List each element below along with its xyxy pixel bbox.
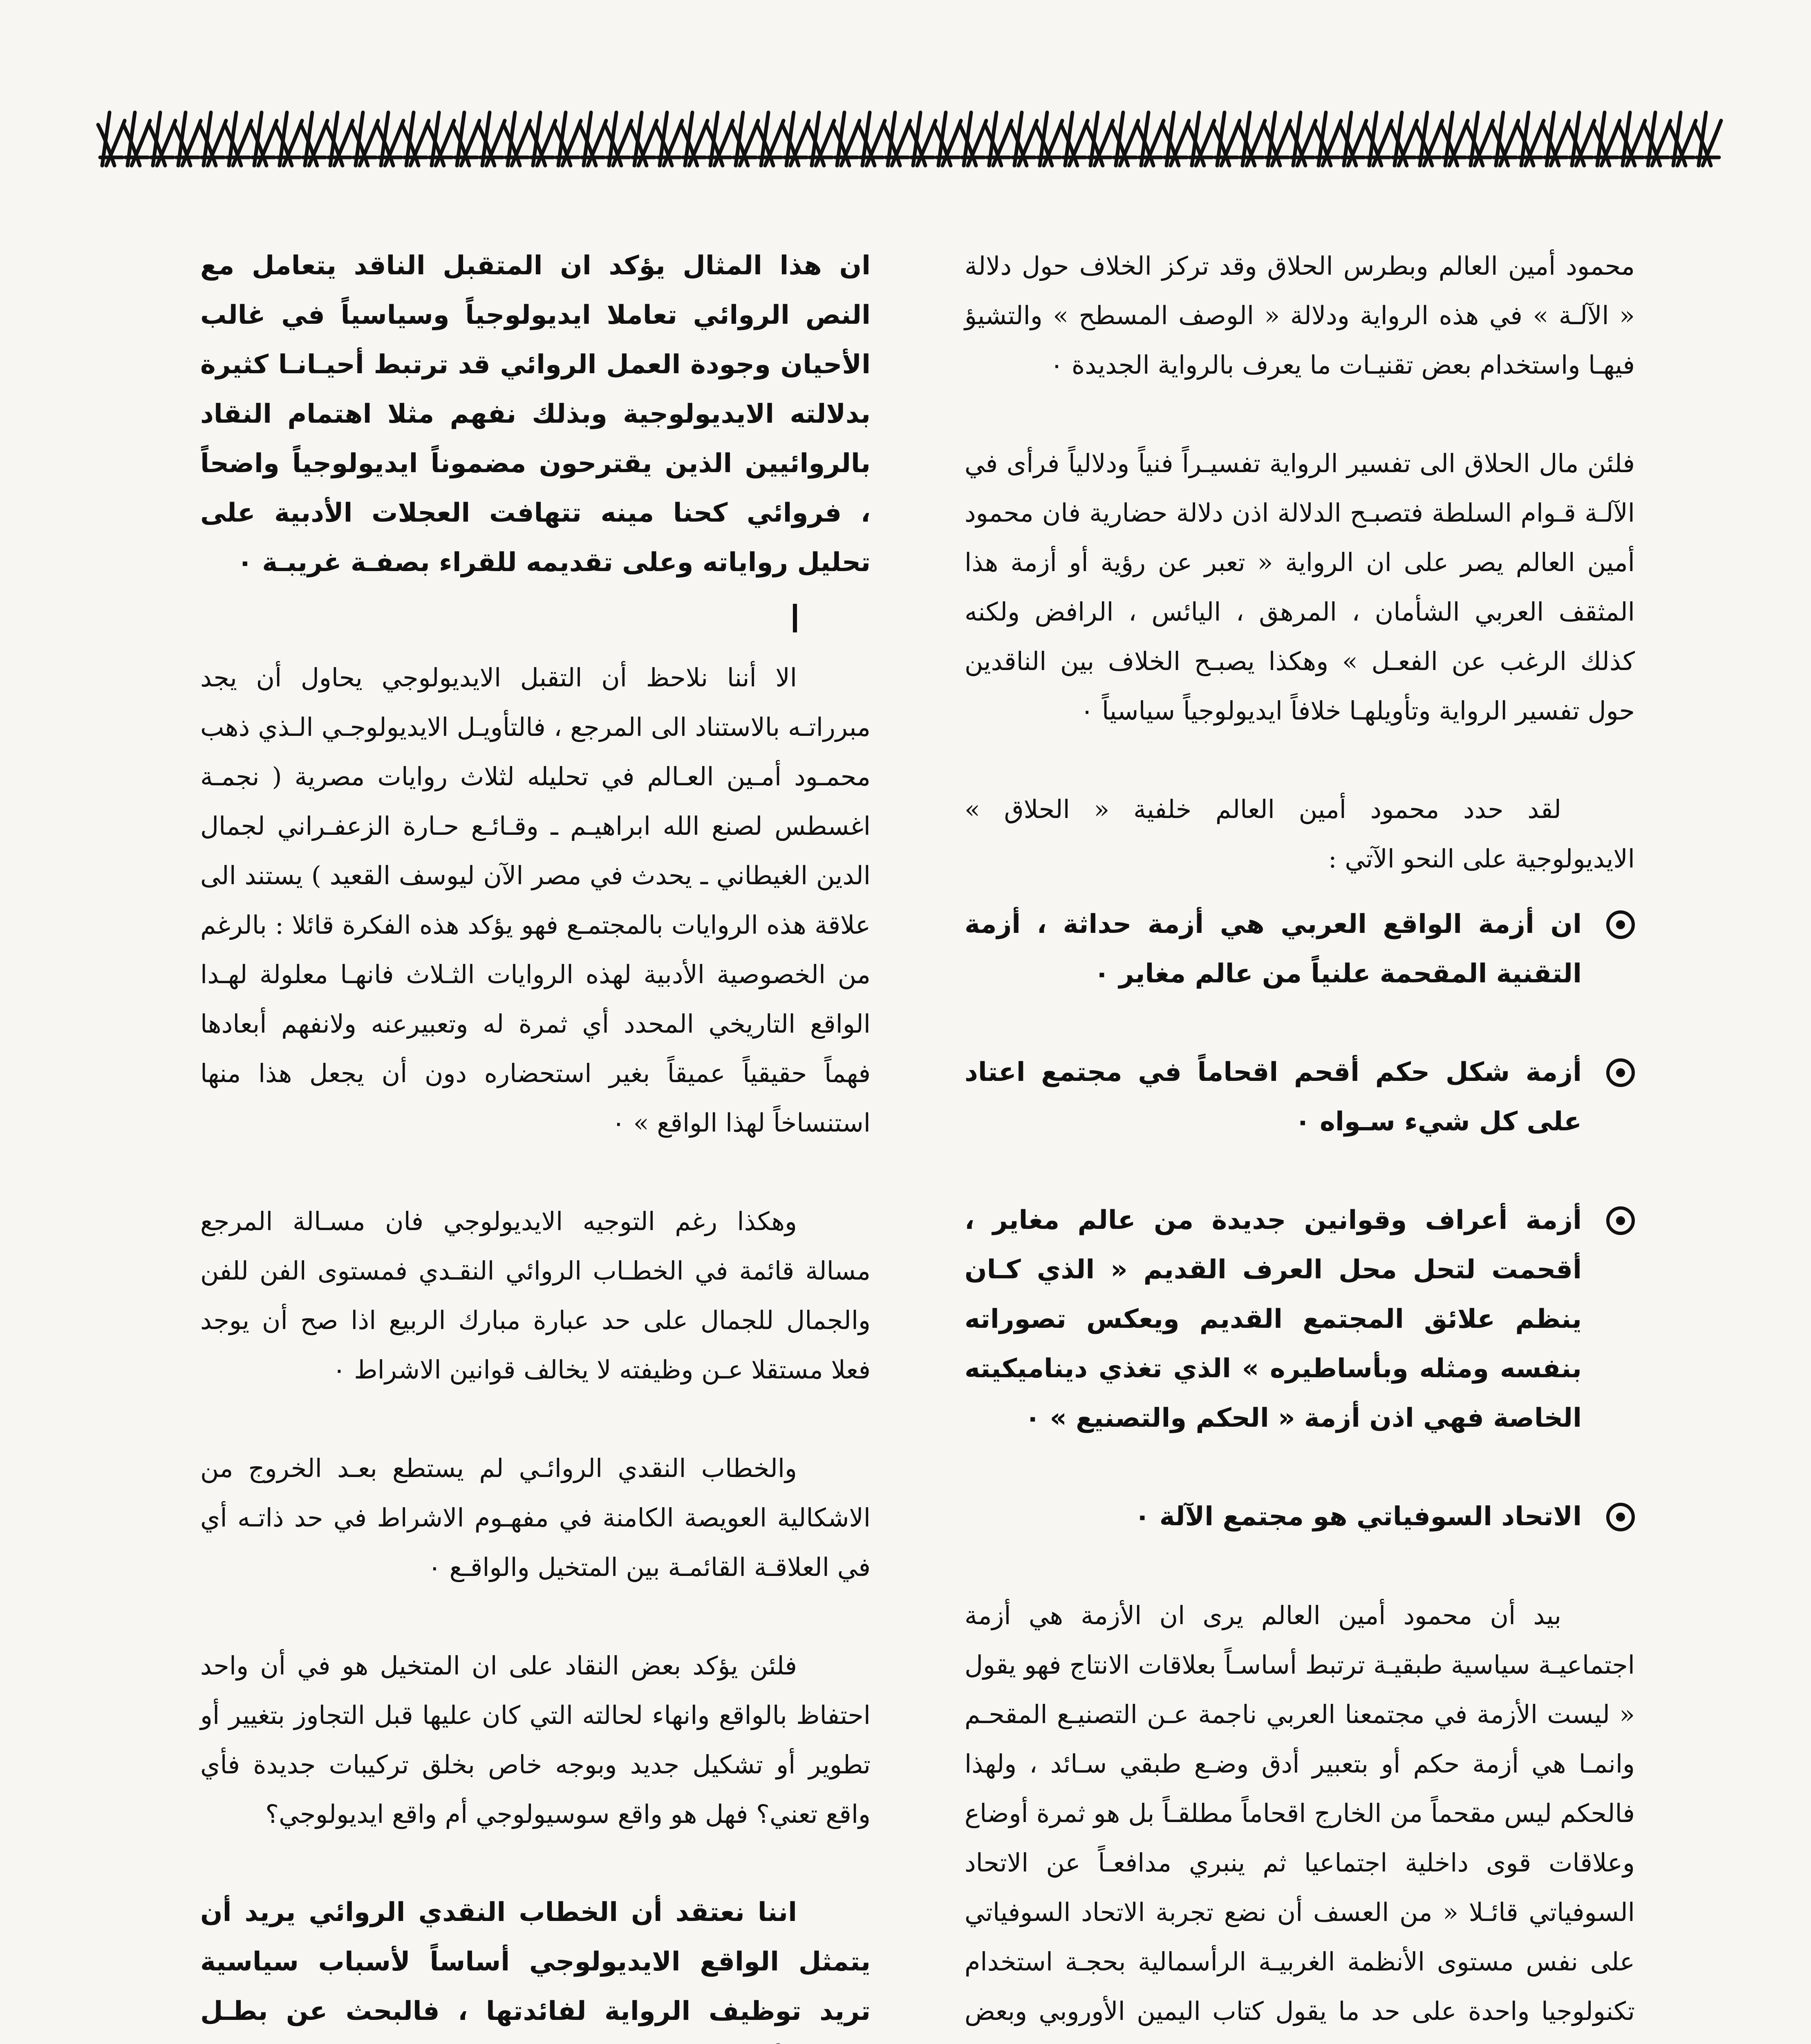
paragraph: بيد أن محمود أمين العالم يرى ان الأزمة هي أزمة اجتماعيـة سياسية طبقيـة ترتبط أساسـاً بعلاقات الانتاج فهو يقول « ليست الأزمة في مجتمعنا العربي ناجمة عـن التصنيـع المقحـم وانمـا هي أزمة حكم أو بتعبير أدق وضـع طبقي سـائد ، ولهذا فالحكم ليس مقحماً من الخارج اقحاماً مطلقـاً بل هو ثمرة أوضاع وعلاقات قوى داخلية اجتماعيا ثم ينبري مدافعـاً عن الاتحاد السوفياتي قائـلا « من العسف أن نضع تجربة الاتحاد السوفياتي على نفس مستوى الأنظمة الغربيـة الرأسمالية بحجـة استخدام تكنولوجيا واحدة على حد ما يقول كتاب اليمين الأوروبي وبعض: [965, 1600, 1635, 2026]
list-item: [965, 1492, 1635, 1542]
paragraph: ان هذا المثال يؤكد ان المتقبل الناقد يتعامل مع النص الروائي تعاملا ايديولوجياً وسياسياً في غالب الأحيان وجودة العمل الروائي قد ترتبط أحيـانـا كثيرة بدلالته الايديولوجية وبذلك نفهم مثلا اهتمام النقاد بالروائيين الذين يقترحون مضموناً ايديولوجياً واضحاً ، فروائي كحنا مينه تتهافت العجلات الأدبية على تحليل رواياته وعلى تقديمه للقراء بصفـة غريبـة ٠: [200, 251, 871, 578]
list-item-text: أزمة أعراف وقوانين جديدة من عالم مغاير ، أقحمت لتحل محل العرف القديم « الذي كـان ينظم علائق المجتمع القديم ويعكس تصوراته بنفسه ومثله وبأساطيره » الذي تغذي ديناميكيته الخاصة فهي اذن أزمة « الحكم والتصنيع » ٠: [965, 1205, 1582, 1433]
paragraph: فلئن مال الحلاق الى تفسير الرواية تفسيـراً فنياً ودلالياً فرأى في الآلـة قـوام السلطة فتصبـح الدلالة اذن دلالة حضارية فان محمود أمين العالم يصر على ان الرواية « تعبر عن رؤية أو أزمة هذا المثقف العربي الشأمان ، المرهق ، اليائس ، الرافض ولكنه كذلك الرغب عن الفعـل » وهكذا يصبـح الخلاف بين الناقدين حول تفسير الرواية وتأويلهـا خلافاً ايديولوجياً سياسياً ٠: [965, 448, 1635, 726]
list-item: [965, 1196, 1635, 1443]
paragraph: وهكذا رغم التوجيه الايديولوجي فان مسـالة المرجع مسالة قائمة في الخطـاب الروائي النقـدي فمستوى الفن للفن والجمال للجمال على حد عبارة مبارك الربيع اذا صح أن يوجد فعلا مستقلا عـن وظيفته لا يخالف قوانين الاشراط ٠: [200, 1206, 871, 1385]
paragraph: الا أننا نلاحظ أن التقبل الايديولوجي يحاول أن يجد مبرراتـه بالاستناد الى المرجع ، فالتأويـل الايديولوجـي الـذي ذهب محمـود أمـين العـالم في تحليله لثلاث روايات مصرية ( نجمـة اغسطس لصنع الله ابراهيـم ـ وقـائـع حـارة الزعفـراني لجمال الدين الغيطاني ـ يحدث في مصر الآن ليوسف القعيد ) يستند الى علاقة هذه الروايات بالمجتمـع فهو يؤكد هذه الفكرة قائلا : بالرغم من الخصوصية الأدبية لهذه الروايات الثـلاث فانهـا معلولة لهـدا الواقع التاريخي المحدد أي ثمرة له وتعبيرعنه ولانفهم أبعادها فهماً حقيقياً عميقاً بغير استحضاره دون أن يجعل هذا منها استنساخاً لهذا الواقع » ٠: [200, 663, 871, 1138]
paragraph: لقد حدد محمود أمين العالم خلفية « الحلاق » الايديولوجية على النحو الآتي :: [965, 794, 1635, 874]
left-column: [200, 241, 871, 2044]
list-item-text: ان أزمة الواقع العربي هي أزمة حداثة ، أزمة التقنية المقحمة علنياً من عالم مغاير ٠: [965, 909, 1582, 989]
paragraph: محمود أمين العالم وبطرس الحلاق وقد تركز الخلاف حول دلالة « الآلـة » في هذه الرواية ودلالة « الوصف المسطح » والتشيؤ فيهـا واستخدام بعض تقنيـات ما يعرف بالرواية الجديدة ٠: [965, 251, 1635, 380]
paragraph: اننا نعتقد أن الخطاب النقدي الروائي يريد أن يتمثل الواقع الايديولوجي أساساً لأسباب سياسية تريد توظيف الرواية لفائدتها ، فالبحث عن بطـل: [200, 1897, 871, 2026]
list-item-text: أزمة شكل حكم أقحم اقحاماً في مجتمع اعتاد على كل شيء سـواه ٠: [965, 1057, 1582, 1137]
list-item-text: الاتحاد السوفياتي هو مجتمع الآلة ٠: [1134, 1502, 1582, 1532]
circle-bullet-icon: [1606, 1503, 1635, 1531]
right-column: [965, 241, 1635, 2044]
bullet-list: [965, 900, 1635, 1542]
list-item: [965, 1048, 1635, 1147]
list-item: [965, 900, 1635, 999]
circle-bullet-icon: [1606, 1206, 1635, 1235]
paragraph: والخطاب النقدي الروائـي لم يستطع بعـد الخروج من الاشكالية العويصة الكامنة في مفهـوم الاشراط في حد ذاتـه أي في العلاقـة القائمـة بين المتخيل والواقـع ٠: [200, 1453, 871, 1582]
decorative-header-ornament: [94, 96, 1729, 178]
paragraph: فلئن يؤكد بعض النقاد على ان المتخيل هو في أن واحد احتفاظ بالواقع وانهاء لحالته التي كان عليها قبل التجاوز بتغيير أو تطوير أو تشكيل جديد وبوجه خاص بخلق تركيبات جديدة فأي واقع تعني؟ فهل هو واقع سوسيولوجي أم واقع ايديولوجي؟: [200, 1651, 871, 1829]
section-separator-mark: [200, 604, 871, 637]
circle-bullet-icon: [1606, 1058, 1635, 1087]
circle-bullet-icon: [1606, 910, 1635, 939]
